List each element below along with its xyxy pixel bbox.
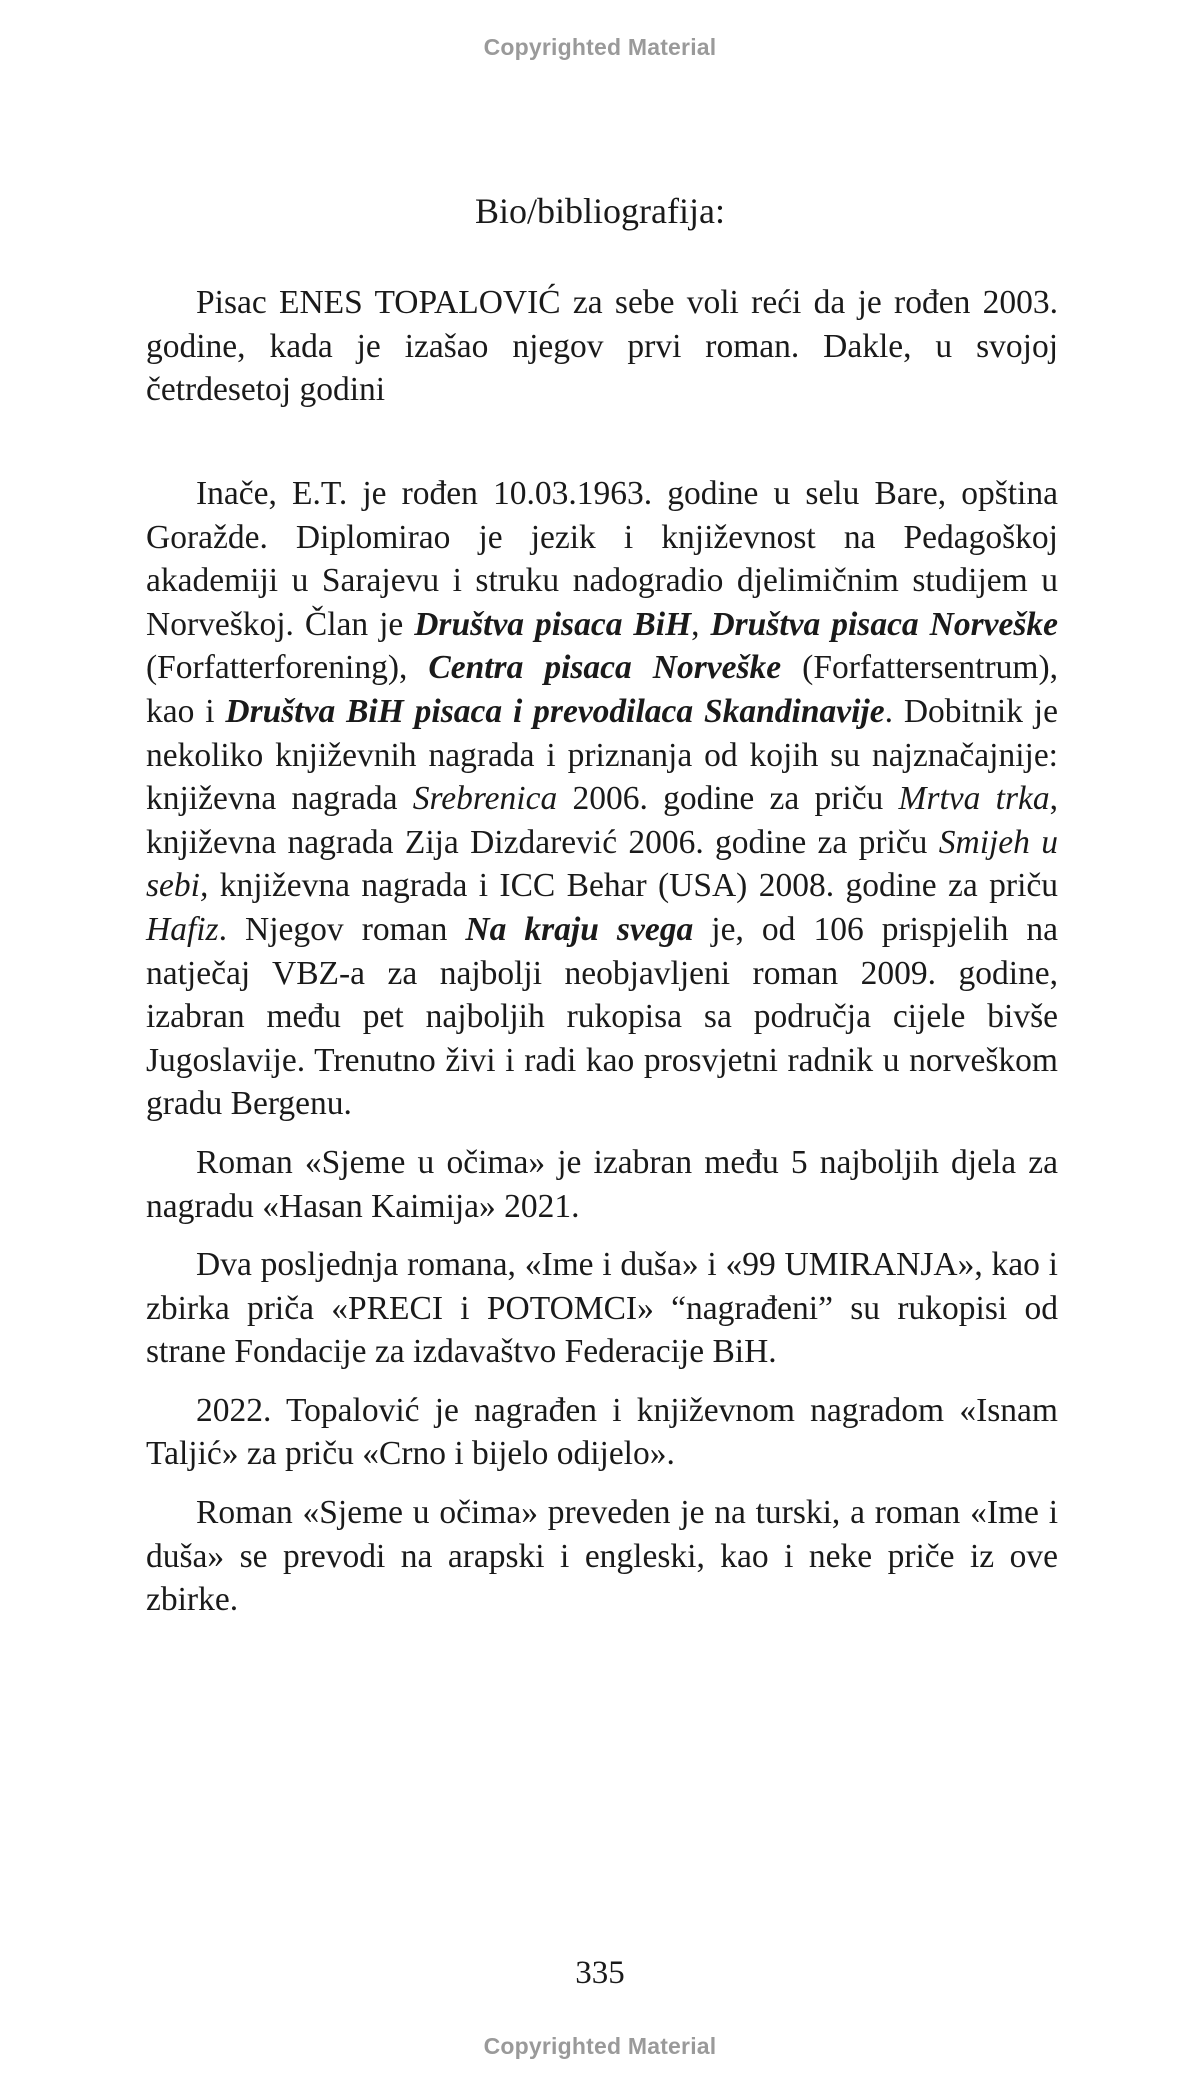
bio-text: Inače, E.T. je rođen 10.03.1963. godine u selu Bare, opština Goražde. Diplomirao je jezik i književnost na Pedagoškoj akademiji u Sarajevu i struku nadogradio djelimičnim studijem u Norveškoj. Član je <box>146 475 1058 643</box>
org-drustvo-skandinavije: Društva BiH pisaca i prevodilaca Skandinavije <box>225 692 885 730</box>
bio-text: . Dobitnik je nekoliko književnih nagrada i priznanja od kojih su najznačajnije: književna nagrada <box>146 692 1058 818</box>
paragraph-taljic-award: 2022. Topalović je nagrađen i književnom nagradom «Isnam Taljić» za priču «Crno i bijelo odijelo». <box>146 1391 1058 1473</box>
bio-text: , književna nagrada Zija Dizdarević 2006. godine za priču <box>146 780 1058 861</box>
bio-text: je, od 106 prispjelih na natječaj VBZ-a za najbolji neobjavljeni roman 2009. godine, izabran među pet najboljih rukopisa sa područja cijele bivše Jugoslavije. Trenutno živi i radi kao prosvjetni radnik u norveškom gradu Bergenu. <box>146 910 1059 1123</box>
biography-paragraph <box>146 472 1058 1126</box>
org-drustvo-pisaca-norveske: Društva pisaca Norveške <box>710 605 1059 643</box>
novel-na-kraju-svega: Na kraju svega <box>465 910 694 948</box>
bio-text: , <box>691 605 711 643</box>
story-smijeh-u-sebi: Smijeh u sebi, <box>146 823 1058 905</box>
paragraph-sjeme-award: Roman «Sjeme u očima» je izabran među 5 najboljih djela za nagradu «Hasan Kaimija» 2021. <box>146 1143 1058 1225</box>
intro-paragraph: Pisac ENES TOPALOVIĆ za sebe voli reći da je rođen 2003. godine, kada je izašao njegov prvi roman. Dakle, u svojoj četrdesetoj godini <box>146 284 1058 409</box>
copyright-watermark-top: Copyrighted Material <box>483 34 717 60</box>
page-number: 335 <box>575 1955 625 1991</box>
award-srebrenica: Srebrenica <box>412 780 558 818</box>
org-centar-pisaca-norveske: Centra pisaca Norveške <box>428 649 782 687</box>
bio-text: 2006. godine za priču <box>557 780 899 818</box>
org-drustvo-pisaca-bih: Društva pisaca BiH <box>414 605 692 643</box>
story-hafiz: Hafiz <box>146 910 219 948</box>
bio-text: (Forfatterforening), <box>146 649 429 687</box>
bio-text: književna nagrada i ICC Behar (USA) 2008. godine za priču <box>208 867 1058 905</box>
bio-text: . Njegov roman <box>218 910 466 948</box>
intro-section <box>146 281 1058 412</box>
paragraph-translations: Roman «Sjeme u očima» preveden je na turski, a roman «Ime i duša» se prevodi na arapski i engleski, kao i neke priče iz ove zbirke. <box>146 1494 1058 1619</box>
biography-section <box>146 472 1058 1622</box>
copyright-watermark-bottom: Copyrighted Material <box>483 2033 717 2059</box>
bio-text: (Forfattersentrum), kao i <box>146 649 1058 730</box>
paragraph-recent-novels: Dva posljednja romana, «Ime i duša» i «99 UMIRANJA», kao i zbirka priča «PRECI i POTOMCI» “nagrađeni” su rukopisi od strane Fondacije za izdavaštvo Federacije BiH. <box>146 1246 1058 1371</box>
page-title: Bio/bibliografija: <box>475 191 725 231</box>
story-mrtva-trka: Mrtva trka <box>898 780 1050 818</box>
